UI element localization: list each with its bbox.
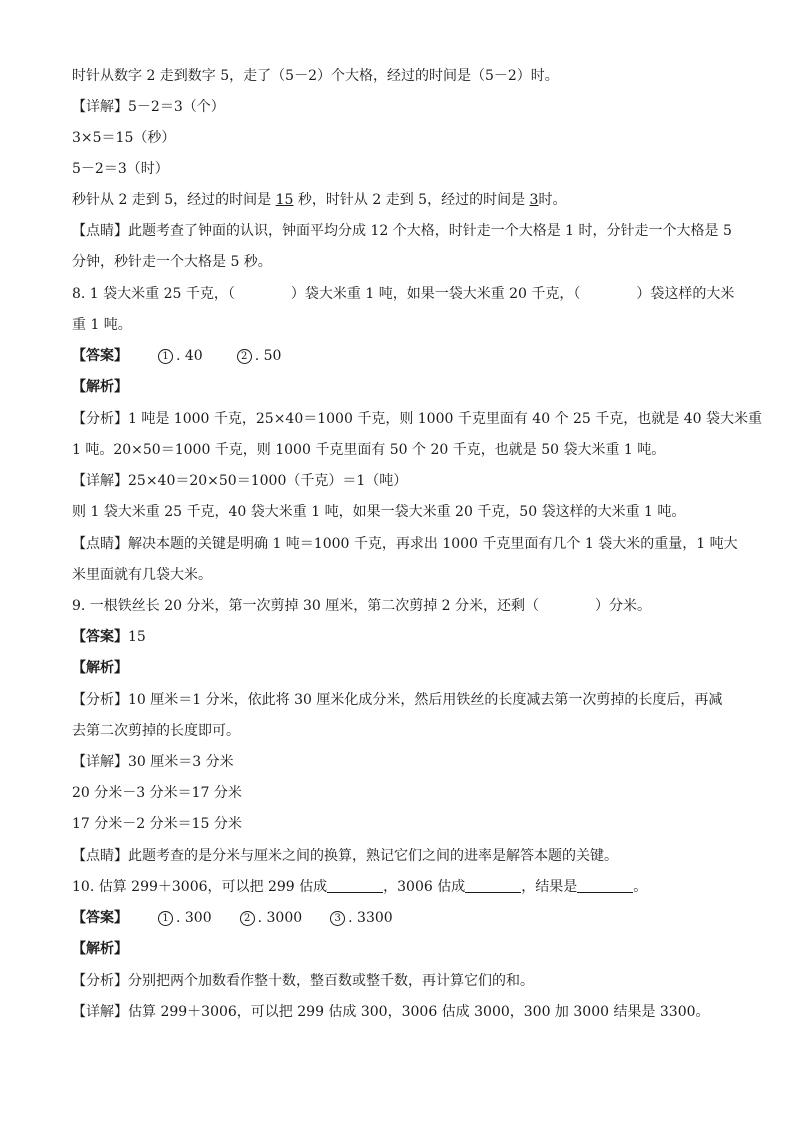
text-segment: 秒针从 2 走到 5，经过的时间是 (72, 192, 276, 208)
answer-value: 15 (128, 629, 146, 645)
analysis-label: 【解析】 (72, 379, 128, 395)
analysis-line: 【分析】1 吨是 1000 千克，25×40＝1000 千克，则 1000 千克里面有 40 个 25 千克，也就是 40 袋大米重 (72, 411, 762, 427)
answer-value: . 3300 (348, 910, 393, 926)
answer-label: 【答案】 (72, 910, 128, 926)
remark-line: 【点睛】解决本题的关键是明确 1 吨＝1000 千克，再求出 1000 千克里面有几个 1 袋大米的重量，1 吨大 (72, 536, 738, 552)
underlined-answer: 15 (275, 192, 294, 208)
question-8 (72, 284, 735, 304)
circled-number: 3 (330, 911, 345, 926)
text-segment: 秒，时针从 2 走到 5，经过的时间是 (293, 192, 530, 208)
text-segment: ，3006 估成 (383, 879, 466, 895)
answer-value: . 3000 (257, 910, 303, 926)
answer-blank (465, 878, 521, 893)
circled-number: 2 (240, 911, 255, 926)
text-line: 米里面就有几袋大米。 (72, 567, 212, 583)
circled-number: 2 (237, 349, 252, 364)
answer-blank (577, 878, 633, 893)
analysis-label: 【解析】 (72, 941, 128, 957)
calc-line: 17 分米－2 分米＝15 分米 (72, 816, 242, 832)
answer-value: . 40 (176, 348, 203, 364)
detail-line: 【详解】5－2＝3（个） (72, 99, 225, 115)
calc-line: 5－2＝3（时） (72, 161, 169, 177)
text-line: 时针从数字 2 走到数字 5，走了（5－2）个大格，经过的时间是（5－2）时。 (72, 68, 559, 84)
text-segment: 8. 1 袋大米重 25 千克，（ (72, 286, 235, 302)
answer-value: . 300 (176, 910, 212, 926)
text-segment: 时。 (538, 192, 567, 208)
text-line: 分钟，秒针走一个大格是 5 秒。 (72, 254, 272, 270)
answer-label: 【答案】 (72, 348, 128, 364)
calc-line: 3×5＝15（秒） (72, 130, 176, 146)
text-segment: ）分米。 (595, 598, 652, 614)
detail-line: 【详解】30 厘米＝3 分米 (72, 754, 234, 770)
circled-number: 1 (158, 911, 173, 926)
question-10 (72, 877, 732, 897)
text-line: 1 吨。20×50＝1000 千克，则 1000 千克里面有 50 个 20 千克，也就是 50 袋大米重 1 吨。 (72, 442, 666, 458)
answer-line (72, 346, 732, 366)
detail-line: 【详解】25×40＝20×50＝1000（千克）＝1（吨） (72, 473, 408, 489)
calc-line: 20 分米－3 分米＝17 分米 (72, 785, 242, 801)
answer-line (72, 908, 732, 928)
question-9 (72, 596, 732, 616)
answer-value: . 50 (254, 348, 282, 364)
analysis-label: 【解析】 (72, 660, 128, 676)
analysis-line: 【分析】10 厘米＝1 分米，依此将 30 厘米化成分米，然后用铁丝的长度减去第一次剪掉的长度后，再减 (72, 692, 723, 708)
answer-blank (327, 878, 383, 893)
detail-line: 【详解】估算 299＋3006，可以把 299 估成 300，3006 估成 3000，300 加 3000 结果是 3300。 (72, 1004, 710, 1020)
analysis-line: 【分析】分别把两个加数看作整十数，整百数或整千数，再计算它们的和。 (72, 973, 534, 989)
text-segment: ）袋这样的大米 (636, 286, 735, 302)
text-line: 去第二次剪掉的长度即可。 (72, 723, 240, 739)
text-segment: 9. 一根铁丝长 20 分米，第一次剪掉 30 厘米，第二次剪掉 2 分米，还剩（ (72, 598, 540, 614)
text-line (72, 190, 732, 210)
answer-line (72, 627, 732, 647)
remark-line: 【点睛】此题考查了钟面的认识，钟面平均分成 12 个大格，时针走一个大格是 1 时，分针走一个大格是 5 (72, 223, 732, 239)
text-segment: 。 (633, 879, 648, 895)
remark-line: 【点睛】此题考查的是分米与厘米之间的换算，熟记它们之间的进率是解答本题的关键。 (72, 848, 618, 864)
text-segment: ）袋大米重 1 吨，如果一袋大米重 20 千克，（ (290, 286, 581, 302)
underlined-answer: 3 (529, 192, 539, 208)
text-segment: 10. 估算 299＋3006，可以把 299 估成 (72, 879, 328, 895)
text-segment: ，结果是 (521, 879, 578, 895)
text-line: 重 1 吨。 (72, 317, 132, 333)
text-line: 则 1 袋大米重 25 千克，40 袋大米重 1 吨，如果一袋大米重 20 千克，50 袋这样的大米重 1 吨。 (72, 504, 686, 520)
answer-label: 【答案】 (72, 629, 128, 645)
circled-number: 1 (158, 349, 173, 364)
